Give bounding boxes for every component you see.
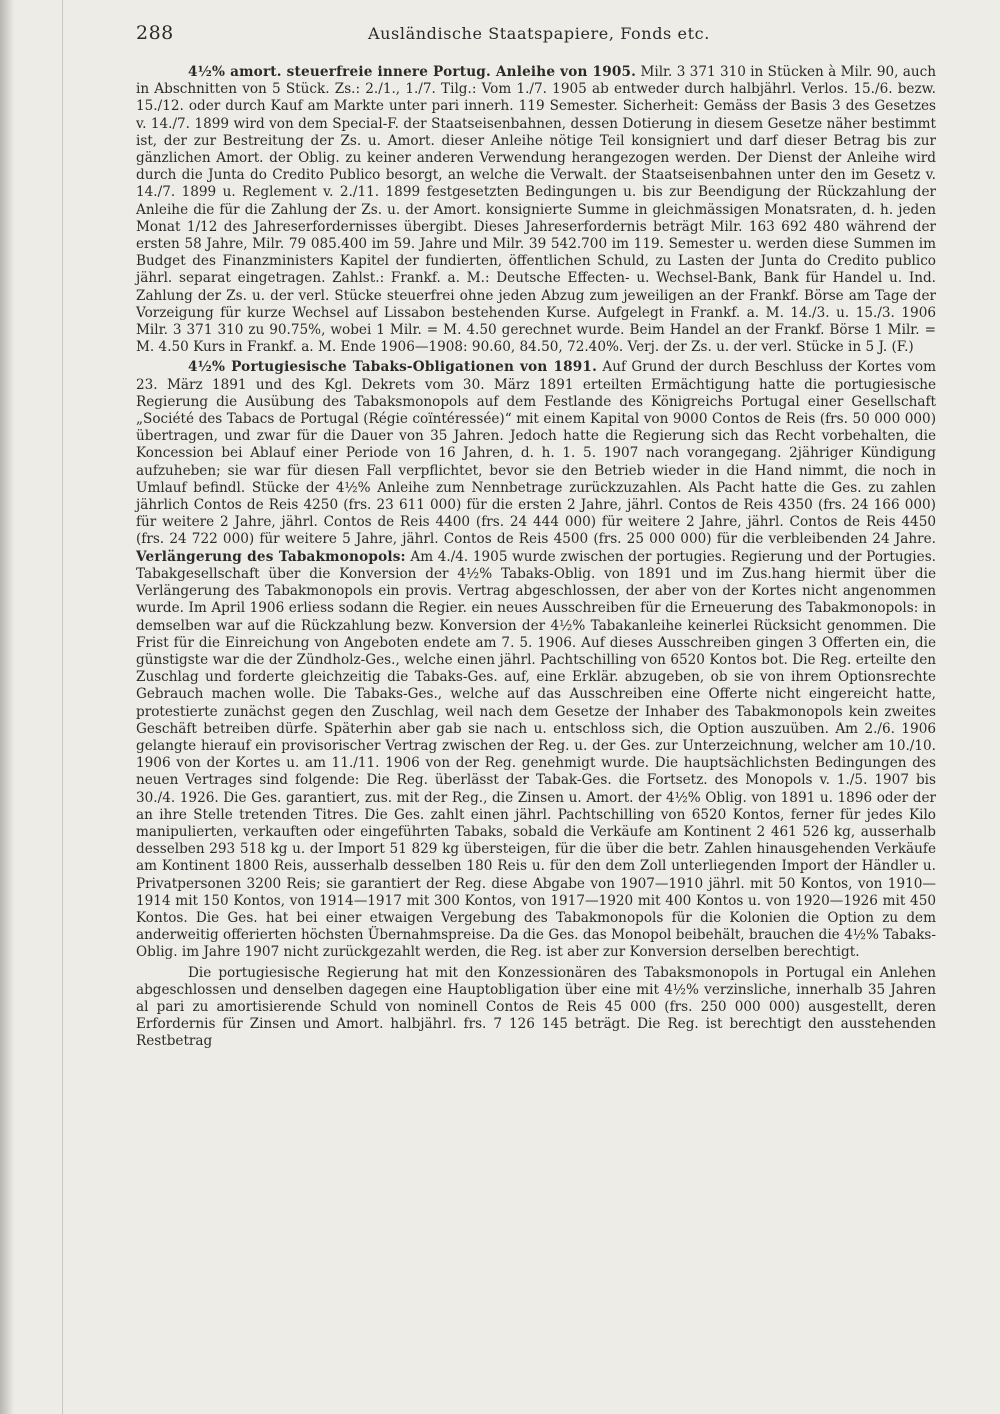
page-header	[136, 22, 936, 52]
subheading-verlaengerung: Verlängerung des Tabakmonopols:	[136, 548, 406, 565]
text-tabaks-obligationen-b: Am 4./4. 1905 wurde zwischen der portugies. Regierung und der Portugies. Tabakgesellschaft über die Konversion der 4½% Tabaks-Oblig. von 1891 und im Zus.hang hiermit über die Verlängerung des Tabakmonopols ein provis. Vertrag abgeschlossen, der aber von der Kortes nicht angenommen wurde. Im April 1906 erliess sodann die Regier. ein neues Ausschreiben für die Erneuerung des Tabakmonopols: in demselben war auf die Rückzahlung bezw. Konversion der 4½% Tabakanleihe keinerlei Rücksicht genommen. Die Frist für die Einreichung von Angeboten endete am 7. 5. 1906. Auf dieses Ausschreiben gingen 3 Offerten ein, die günstigste war die der Zündholz-Ges., welche einen jährl. Pachtschilling von 6520 Kontos bot. Die Reg. erteilte den Zuschlag und forderte gleichzeitig die Tabaks-Ges. auf, eine Erklär. abzugeben, ob sie von ihrem Optionsrechte Gebrauch machen wolle. Die Tabaks-Ges., welche auf das Ausschreiben eine Offerte nicht eingereicht hatte, protestierte zunächst gegen den Zuschlag, weil nach dem Gesetze der Inhaber des Tabakmonopols kein zweites Geschäft betreiben dürfe. Späterhin aber gab sie nach u. entschloss sich, die Option auszuüben. Am 2./6. 1906 gelangte hierauf ein provisorischer Vertrag zwischen der Reg. u. der Ges. zur Unterzeichnung, welcher am 10./10. 1906 von der Kortes u. am 11./11. 1906 von der Reg. genehmigt wurde. Die hauptsächlichsten Bedingungen des neuen Vertrages sind folgende: Die Reg. überlässt der Tabak-Ges. die Fortsetz. des Monopols v. 1./5. 1907 bis 30./4. 1926. Die Ges. garantiert, zus. mit der Reg., die Zinsen u. Amort. der 4½% Oblig. von 1891 u. 1896 oder der an ihre Stelle tretenden Titres. Die Ges. zahlt einen jährl. Pachtschilling von 6520 Kontos, ferner für jedes Kilo manipulierten, verkauften oder eingeführten Tabaks, sobald die Verkäufe am Kontinent 2 461 526 kg, ausserhalb desselben 293 518 kg u. der Import 51 829 kg übersteigen, für die über die betr. Zahlen hinausgehenden Verkäufe am Kontinent 1800 Reis, ausserhalb desselben 180 Reis u. für den dem Zoll unterliegenden Import der Händler u. Privatpersonen 3200 Reis; sie garantiert der Reg. diese Abgabe von 1907—1910 jährl. mit 50 Kontos, von 1910—1914 mit 150 Kontos, von 1914—1917 mit 300 Kontos, von 1917—1920 mit 400 Kontos u. von 1920—1926 mit 450 Kontos. Die Ges. hat bei einer etwaigen Vergebung des Tabakmonopols für die Kolonien die Option zu dem anderweitig offerierten höchsten Übernahmspreise. Da die Ges. das Monopol beibehält, brauchen die 4½% Tabaks-Oblig. im Jahre 1907 nicht zurückgezahlt werden, die Reg. ist aber zur Konversion derselben berechtigt.	[136, 548, 936, 961]
text-tabaks-obligationen-a: Auf Grund der durch Beschluss der Kortes vom 23. März 1891 und des Kgl. Dekrets vom 30. März 1891 erteilten Ermächtigung hatte die portugiesische Regierung die Ausübung des Tabaksmonopols auf dem Festlande des Königreichs Portugal einer Gesellschaft „Société des Tabacs de Portugal (Régie coïntéressée)“ mit einem Kapital von 9000 Contos de Reis (frs. 50 000 000) übertragen, und zwar für die Dauer von 35 Jahren. Jedoch hatte die Regierung sich das Recht vorbehalten, die Koncession bei Ablauf einer Periode von 16 Jahren, d. h. 1. 5. 1907 nach vorangegang. 2jähriger Kündigung aufzuheben; sie war für diesen Fall verpflichtet, bevor sie den Betrieb wieder in die Hand nimmt, die noch in Umlauf befindl. Stücke der 4½% Anleihe zum Nennbetrage zurückzuzahlen. Als Pacht hatte die Ges. zu zahlen jährlich Contos de Reis 4250 (frs. 23 611 000) für die ersten 2 Jahre, jährl. Contos de Reis 4350 (frs. 24 166 000) für weitere 2 Jahre, jährl. Contos de Reis 4400 (frs. 24 444 000) für weitere 2 Jahre, jährl. Contos de Reis 4450 (frs. 24 722 000) für weitere 5 Jahre, jährl. Contos de Reis 4500 (frs. 25 000 000) für die verbleibenden 24 Jahre.	[136, 359, 936, 548]
text-hauptobligation: Die portugiesische Regierung hat mit den Konzessionären des Tabaksmonopols in Portugal ein Anlehen abgeschlossen und denselben dagegen eine Hauptobligation über eine mit 4½% verzinsliche, innerhalb 35 Jahren al pari zu amortisierende Schuld von nominell Contos de Reis 45 000 (frs. 250 000 000) ausgestellt, deren Erfordernis für Zinsen und Amort. halbjährl. frs. 7 126 145 beträgt. Die Reg. ist berechtigt den ausstehenden Restbetrag	[136, 964, 936, 1050]
text-anleihe-1905: Milr. 3 371 310 in Stücken à Milr. 90, auch in Abschnitten von 5 Stück. Zs.: 2./1., 1./7. Tilg.: Vom 1./7. 1905 ab entweder durch halbjährl. Verlos. 15./6. bezw. 15./12. oder durch Kauf am Markte unter pari innerh. 119 Semester. Sicherheit: Gemäss der Basis 3 des Gesetzes v. 14./7. 1899 wird von dem Special-F. der Staatseisenbahnen, dessen Dotierung in diesem Gesetze näher bestimmt ist, der zur Bestreitung der Zs. u. Amort. dieser Anleihe nötige Teil konsigniert und darf dieser Betrag bis zur gänzlichen Amort. der Oblig. zu keiner anderen Verwendung herangezogen werden. Der Dienst der Anleihe wird durch die Junta do Credito Publico besorgt, an welche die Verwalt. der Staatseisenbahnen unter den im Gesetz v. 14./7. 1899 u. Reglement v. 2./11. 1899 festgesetzten Bedingungen u. bis zur Beendigung der Rückzahlung der Anleihe die für die Zahlung der Zs. u. der Amort. konsignierte Summe in gleichmässigen Monatsraten, d. h. jeden Monat 1/12 des Jahreserfordernisses übergibt. Dieses Jahreserfordernis beträgt Milr. 163 692 480 während der ersten 58 Jahre, Milr. 79 085.400 im 59. Jahre und Milr. 39 542.700 im 119. Semester u. werden diese Summen im Budget des Finanzministers Kapitel der fundierten, öffentlichen Schuld, zu Lasten der Junta do Credito publico jährl. separat eingetragen. Zahlst.: Frankf. a. M.: Deutsche Effecten- u. Wechsel-Bank, Bank für Handel u. Ind. Zahlung der Zs. u. der verl. Stücke steuerfrei ohne jeden Abzug zum jeweiligen an der Frankf. Börse am Tage der Vorzeigung für kurze Wechsel auf Lissabon bestehenden Kurse. Aufgelegt in Frankf. a. M. 14./3. u. 15./3. 1906 Milr. 3 371 310 zu 90.75%, wobei 1 Milr. = M. 4.50 gerechnet wurde. Beim Handel an der Frankf. Börse 1 Milr. = M. 4.50 Kurs in Frankf. a. M. Ende 1906—1908: 90.60, 84.50, 72.40%. Verj. der Zs. u. der verl. Stücke in 5 J. (F.)	[136, 64, 936, 356]
paragraph-hauptobligation	[136, 965, 936, 1051]
running-title: Ausländische Staatspapiere, Fonds etc.	[368, 24, 710, 43]
paragraph-tabaks-obligationen-1891	[136, 359, 936, 961]
heading-anleihe-1905: 4½% amort. steuerfreie innere Portug. Anleihe von 1905.	[188, 64, 637, 80]
page-number: 288	[136, 22, 174, 44]
paragraph-amort-anleihe-1905	[136, 64, 936, 356]
heading-tabaks-obligationen: 4½% Portugiesische Tabaks-Obligationen von 1891.	[188, 359, 598, 376]
page-gutter-shadow	[0, 0, 14, 1414]
page-body	[136, 64, 936, 1051]
gutter-line	[62, 0, 63, 1414]
